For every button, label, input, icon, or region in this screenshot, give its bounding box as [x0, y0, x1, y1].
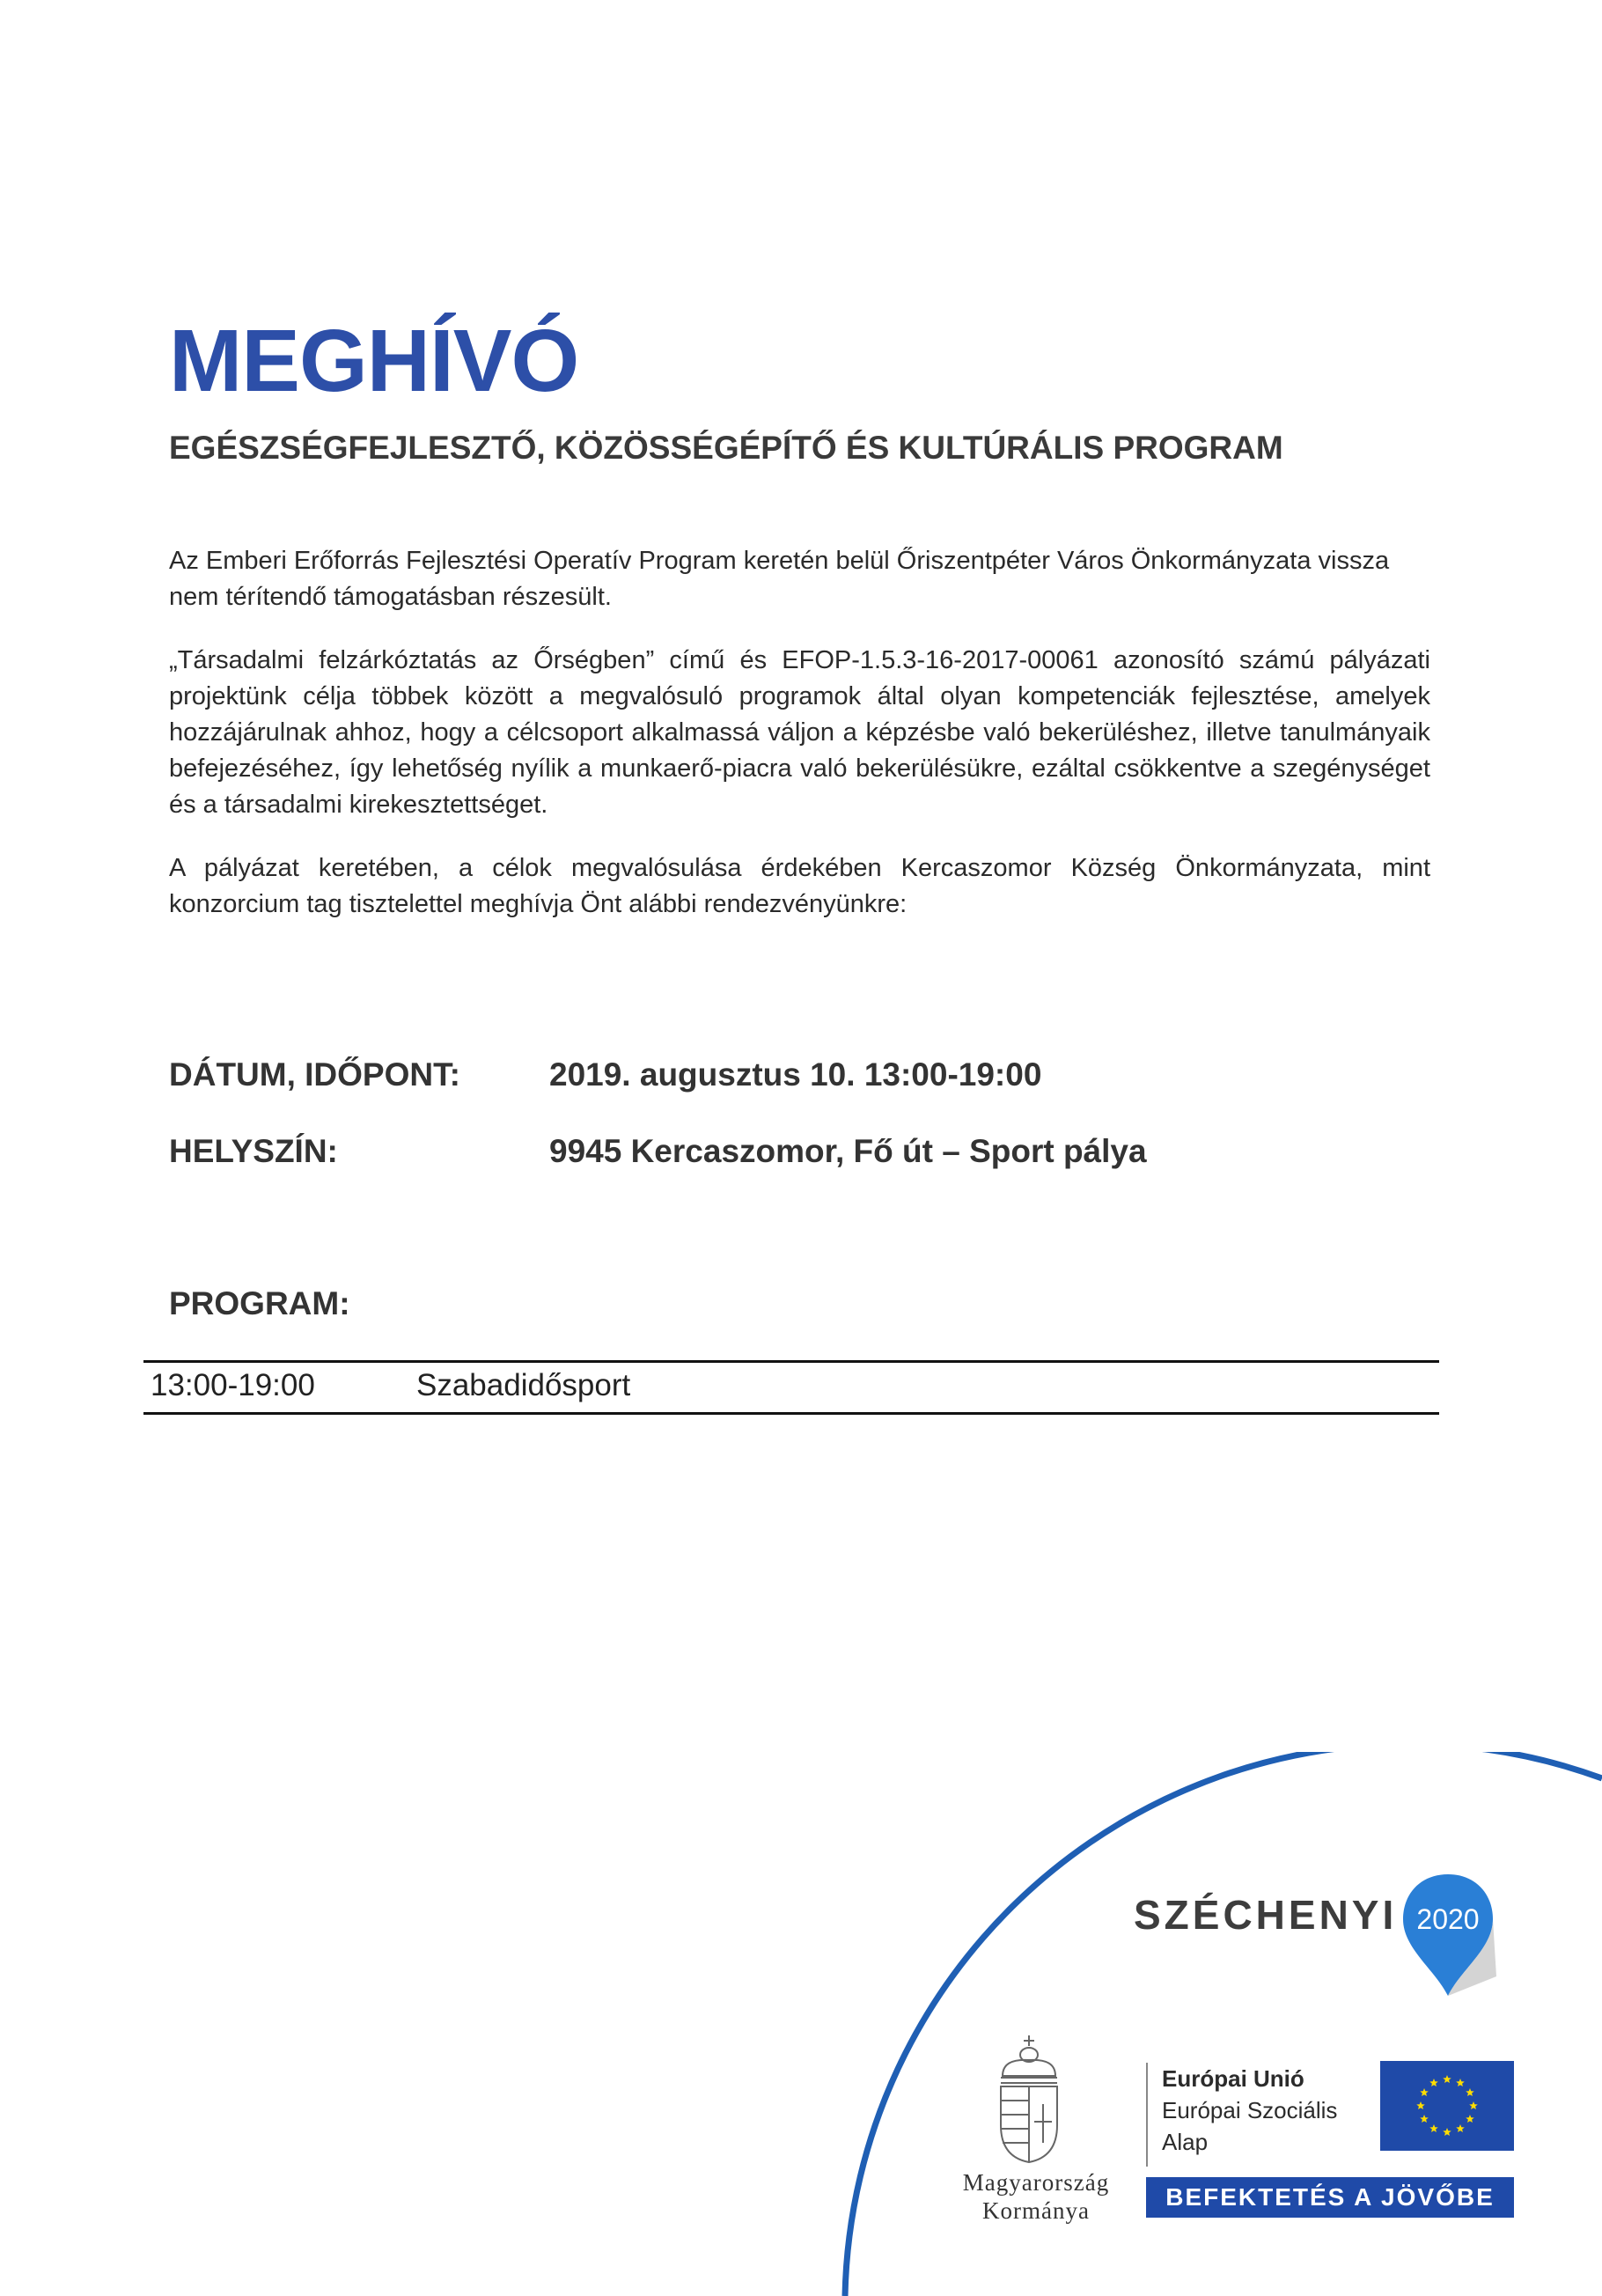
- location-label: HELYSZÍN:: [169, 1133, 338, 1169]
- coat-of-arms-icon: [990, 2034, 1068, 2164]
- eu-fund-text: [1162, 2063, 1337, 2158]
- page-subtitle: EGÉSZSÉGFEJLESZTŐ, KÖZÖSSÉGÉPÍTŐ ÉS KULTÚRÁLIS PROGRAM: [169, 430, 1283, 466]
- government-line-1: Magyarország: [962, 2169, 1110, 2196]
- eu-line-3: Alap: [1162, 2129, 1209, 2155]
- date-label: DÁTUM, IDŐPONT:: [169, 1056, 460, 1093]
- invest-slogan-bar: BEFEKTETÉS A JÖVŐBE: [1146, 2177, 1514, 2218]
- intro-paragraph: Az Emberi Erőforrás Fejlesztési Operatív Program keretén belül Őriszentpéter Város Önkormányzata vissza nem térítendő támogatásban részesült.: [169, 547, 1390, 611]
- invitation-paragraph: A pályázat keretében, a célok megvalósulása érdekében Kercaszomor Község Önkormányzata, mint konzorcium tag tisztelettel meghívja Önt alábbi rendezvényünkre:: [169, 854, 1430, 918]
- program-item-time: 13:00-19:00: [151, 1368, 315, 1402]
- government-logo-text: [935, 2168, 1137, 2225]
- page-title: MEGHÍVÓ: [169, 312, 579, 410]
- szechenyi-logo-text: SZÉCHENYI: [1134, 1892, 1398, 1938]
- szechenyi-2020-badge: [1400, 1871, 1496, 1998]
- program-heading: PROGRAM:: [169, 1285, 350, 1321]
- project-paragraph: „Társadalmi felzárkóztatás az Őrségben” című és EFOP-1.5.3-16-2017-00061 azonosító számú pályázati projektünk célja többek között a megvalósuló programok által olyan kompetenciák fejlesztése, amelyek hozzájárulnak ahhoz, hogy a célcsoport alkalmassá váljon a képzésbe való bekerüléshez, illetve tanulmányaik befejezéséhez, így lehetőség nyílik a munkaerő-piacra való bekerülésükre, ezáltal csökkentve a szegénységet és a társadalmi kirekesztettséget.: [169, 646, 1430, 819]
- program-item-activity: Szabadidősport: [416, 1368, 631, 1402]
- logo-divider: [1146, 2063, 1148, 2167]
- eu-line-1: Európai Unió: [1162, 2065, 1304, 2092]
- eu-flag-icon: [1380, 2061, 1514, 2151]
- program-table: [143, 1360, 1439, 1415]
- eu-line-2: Európai Szociális: [1162, 2097, 1338, 2123]
- szechenyi-year: 2020: [1416, 1903, 1480, 1935]
- location-value: 9945 Kercaszomor, Fő út – Sport pálya: [549, 1133, 1147, 1169]
- date-value: 2019. augusztus 10. 13:00-19:00: [549, 1056, 1042, 1093]
- government-line-2: Kormánya: [982, 2197, 1090, 2224]
